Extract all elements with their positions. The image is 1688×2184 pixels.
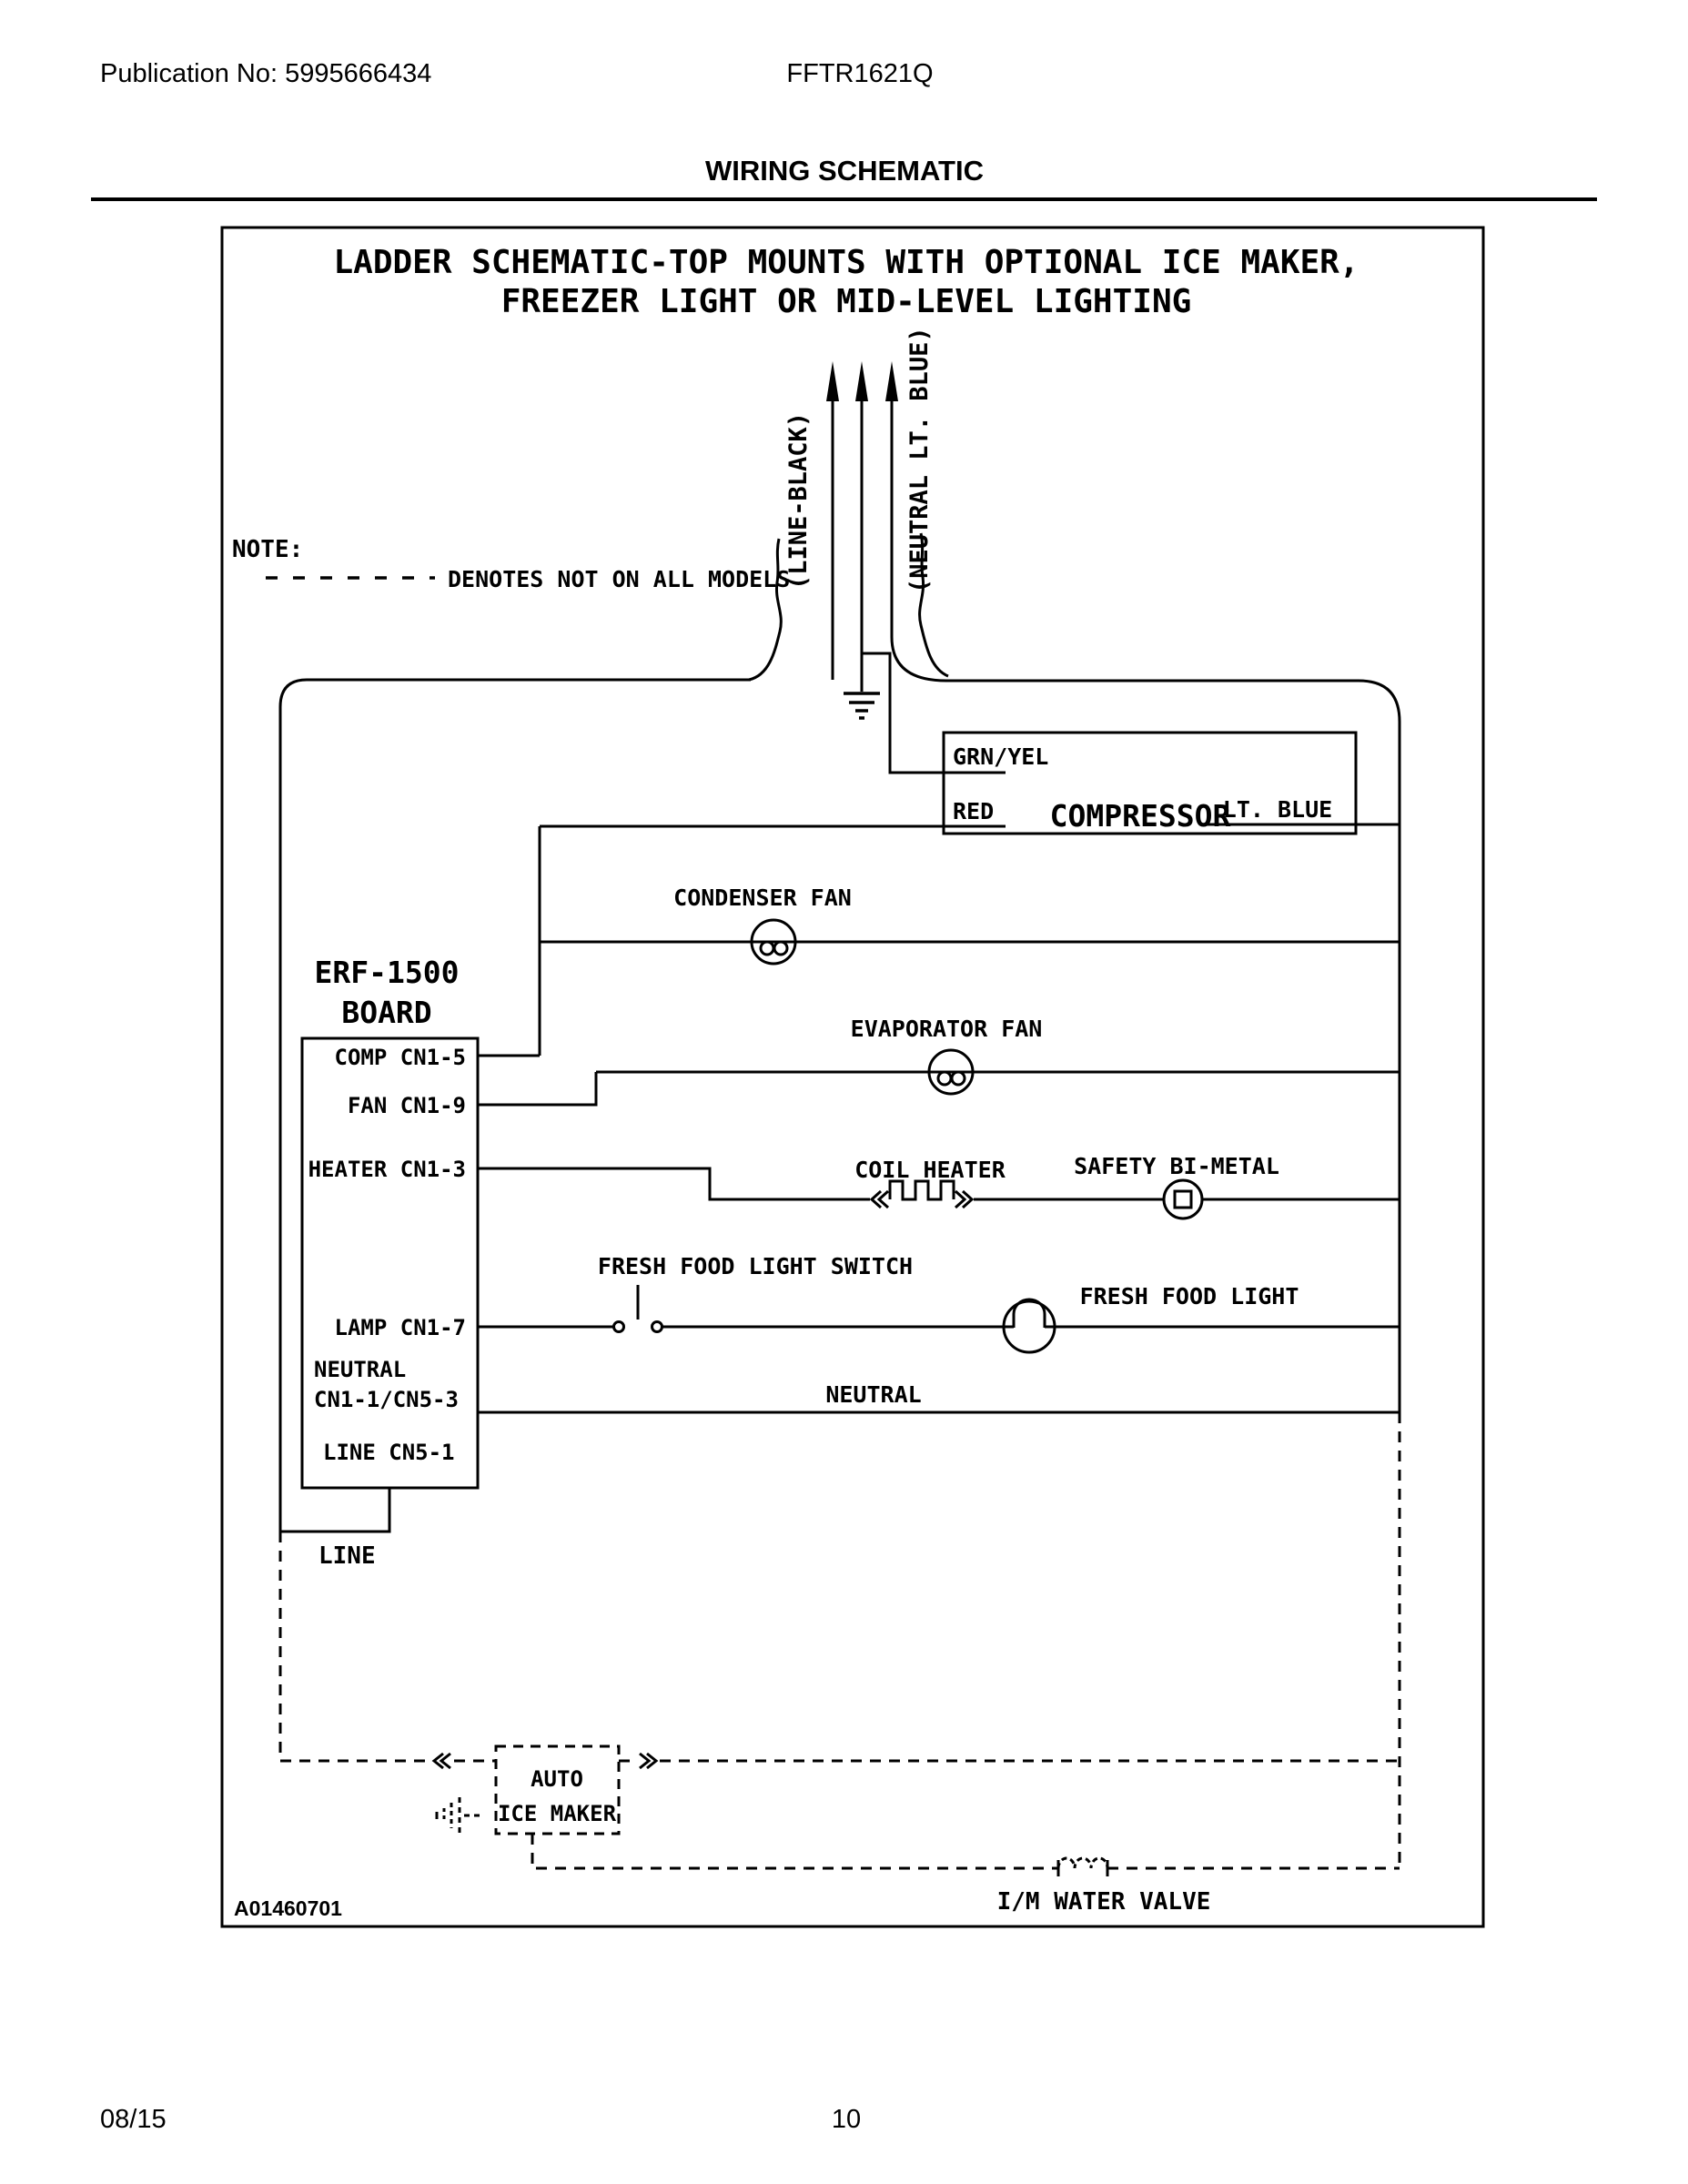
neutral-conductor-wire — [892, 399, 1400, 1412]
auto-ice-maker-label-line1: AUTO — [531, 1766, 583, 1792]
condenser-fan-motor-icon — [752, 920, 795, 964]
line-arrow-icon — [826, 361, 839, 401]
schematic-border — [222, 228, 1483, 1926]
lt-blue-label: LT. BLUE — [1222, 796, 1333, 823]
board-pin-fan: FAN CN1-9 — [347, 1093, 466, 1118]
condenser-fan-label: CONDENSER FAN — [673, 885, 852, 911]
ice-maker-ground-icon — [437, 1797, 482, 1834]
coil-heater-icon — [872, 1181, 972, 1208]
comp-pin-wire — [478, 826, 540, 1056]
neutral-arrow-icon — [885, 361, 898, 401]
red-label: RED — [953, 798, 995, 824]
board-name-line2: BOARD — [341, 995, 432, 1030]
schematic-title-line2: FREEZER LIGHT OR MID-LEVEL LIGHTING — [500, 283, 1192, 320]
im-water-valve-label: I/M WATER VALVE — [996, 1888, 1211, 1916]
neutral-label: NEUTRAL — [825, 1381, 922, 1408]
board-pin-comp: COMP CN1-5 — [334, 1045, 466, 1070]
doc-number: A01460701 — [234, 1896, 342, 1920]
section-title: WIRING SCHEMATIC — [705, 155, 984, 187]
footer-page: 10 — [831, 2105, 862, 2134]
board-pin-line: LINE CN5-1 — [323, 1440, 455, 1465]
board-pin-neutral-line1: NEUTRAL — [314, 1357, 407, 1382]
board-pin-neutral-line2: CN1-1/CN5-3 — [314, 1387, 459, 1412]
water-valve-coil-icon — [1058, 1858, 1107, 1876]
coil-heater-label: COIL HEATER — [854, 1157, 1006, 1183]
model-number: FFTR1621Q — [786, 59, 934, 88]
ground-arrow-icon — [855, 361, 868, 401]
label-line-black: (LINE-BLACK) — [784, 411, 813, 590]
connector-chevron-right-icon — [640, 1754, 656, 1768]
publication-number: Publication No: 5995666434 — [100, 59, 432, 88]
footer-date: 08/15 — [100, 2105, 167, 2134]
label-neutral-lt-blue: (NEUTRAL LT. BLUE) — [905, 327, 934, 593]
board-name-line1: ERF-1500 — [314, 955, 460, 990]
valve-feed-dashed-wire — [532, 1834, 1058, 1868]
board-pin-lamp: LAMP CN1-7 — [334, 1315, 466, 1340]
line-pin-wire — [280, 1488, 389, 1532]
note-text: DENOTES NOT ON ALL MODELS — [448, 566, 791, 592]
evaporator-fan-motor-icon — [929, 1050, 973, 1094]
grn-yel-label: GRN/YEL — [953, 743, 1049, 770]
heater-rung-left-wire — [478, 1168, 870, 1199]
light-bulb-icon — [1004, 1299, 1055, 1352]
connector-chevron-left-icon — [434, 1754, 450, 1768]
line-label: LINE — [318, 1542, 376, 1570]
safety-bi-metal-icon — [1164, 1180, 1202, 1218]
evaporator-fan-label: EVAPORATOR FAN — [850, 1016, 1043, 1042]
ground-icon — [844, 693, 880, 718]
board-pin-heater: HEATER CN1-3 — [308, 1157, 466, 1182]
compressor-label: COMPRESSOR — [1049, 798, 1231, 834]
auto-ice-maker-label-line2: ICE MAKER — [497, 1801, 617, 1826]
safety-bi-metal-label: SAFETY BI-METAL — [1074, 1153, 1279, 1179]
schematic-title-line1: LADDER SCHEMATIC-TOP MOUNTS WITH OPTIONAL ICE MAKER, — [333, 244, 1359, 281]
light-switch-icon — [614, 1285, 662, 1332]
cord-outline-left — [749, 539, 781, 680]
fresh-food-light-label: FRESH FOOD LIGHT — [1079, 1283, 1299, 1309]
fresh-food-light-switch-label: FRESH FOOD LIGHT SWITCH — [597, 1253, 914, 1279]
note-label: NOTE: — [232, 536, 304, 563]
